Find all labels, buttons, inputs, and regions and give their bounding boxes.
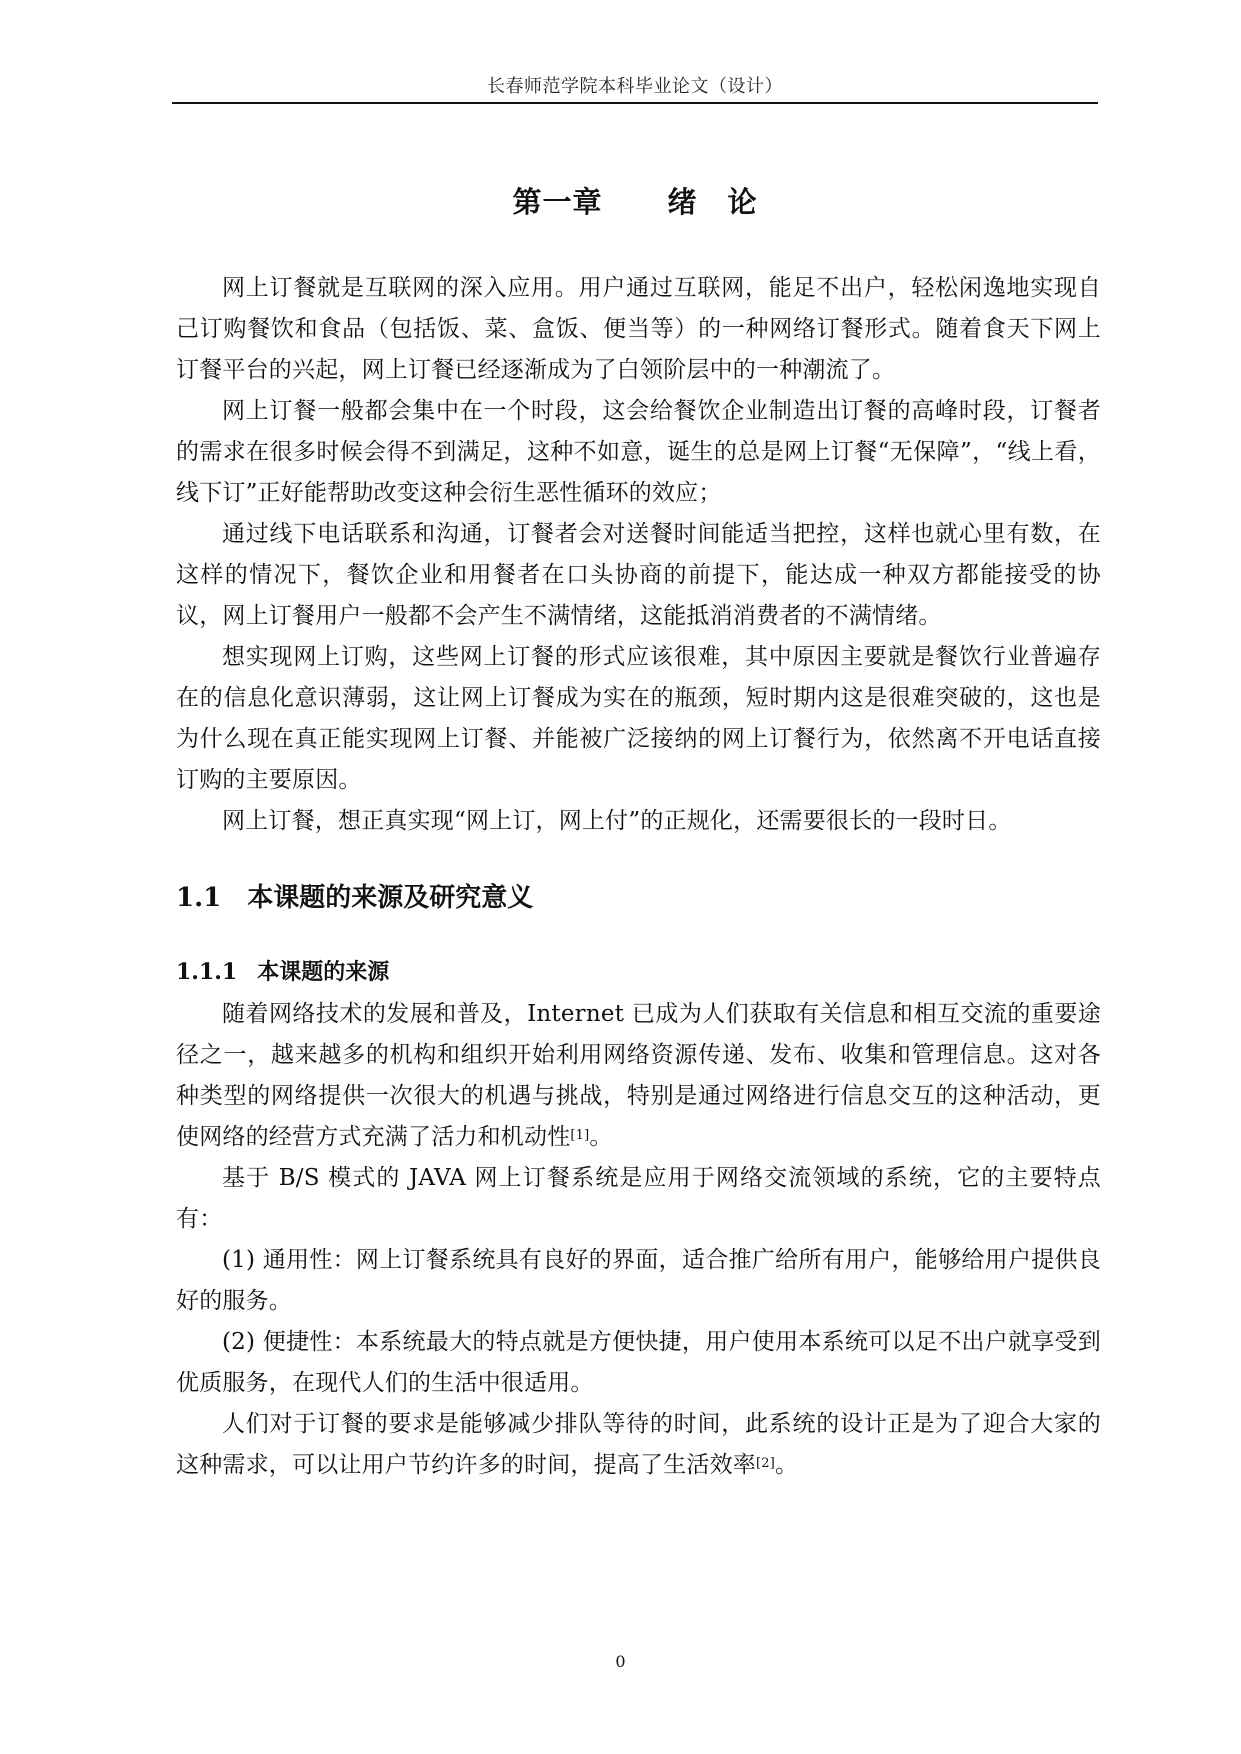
feature-item-1: (1) 通用性：网上订餐系统具有良好的界面，适合推广给所有用户，能够给用户提供良好的服务。 (176, 1247, 1101, 1314)
feature-item-2: (2) 便捷性：本系统最大的特点就是方便快捷，用户使用本系统可以足不出户就享受到优质服务，在现代人们的生活中很适用。 (176, 1329, 1101, 1396)
header-rule (172, 102, 1098, 104)
subsection-heading (176, 952, 1101, 992)
intro-paragraph-3: 通过线下电话联系和沟通，订餐者会对送餐时间能适当把控，这样也就心里有数，在这样的情况下，餐饮企业和用餐者在口头协商的前提下，能达成一种双方都能接受的协议，网上订餐用户一般都不会产生不满情绪，这能抵消消费者的不满情绪。 (176, 521, 1101, 629)
citation-2: [2] (756, 1456, 776, 1471)
chapter-title: 第一章 绪 论 (512, 185, 758, 219)
citation-1: [1] (570, 1128, 590, 1143)
source-paragraph-2: 基于 B/S 模式的 JAVA 网上订餐系统是应用于网络交流领域的系统，它的主要特点有： (176, 1165, 1101, 1232)
source-paragraph-5 (176, 1404, 1101, 1486)
subsection-title: 本课题的来源 (257, 959, 390, 985)
running-header: 长春师范学院本科毕业论文（设计） (487, 76, 783, 97)
source-paragraph-5-text: 人们对于订餐的要求是能够减少排队等待的时间，此系统的设计正是为了迎合大家的这种需求，可以让用户节约许多的时间，提高了生活效率 (176, 1411, 1101, 1478)
section-title: 本课题的来源及研究意义 (247, 883, 534, 913)
intro-paragraph-2: 网上订餐一般都会集中在一个时段，这会给餐饮企业制造出订餐的高峰时段，订餐者的需求在很多时候会得不到满足，这种不如意，诞生的总是网上订餐“无保障”，“线上看，线下订”正好能帮助改变这种会衍生恶性循环的效应； (176, 398, 1101, 506)
intro-paragraph-5: 网上订餐，想正真实现“网上订，网上付”的正规化，还需要很长的一段时日。 (222, 808, 1012, 834)
source-paragraph-1-end: 。 (589, 1124, 613, 1150)
source-paragraph-1-text: 随着网络技术的发展和普及，Internet 已成为人们获取有关信息和相互交流的重要途径之一，越来越多的机构和组织开始利用网络资源传递、发布、收集和管理信息。这对各种类型的网络提供一次很大的机遇与挑战，特别是通过网络进行信息交互的这种活动，更使网络的经营方式充满了活力和机动性 (176, 1001, 1101, 1150)
source-paragraph-5-end: 。 (775, 1452, 799, 1478)
page-number: 0 (615, 1652, 626, 1671)
section-number: 1.1 (176, 883, 222, 913)
intro-paragraph-1: 网上订餐就是互联网的深入应用。用户通过互联网，能足不出户，轻松闲逸地实现自己订购餐饮和食品（包括饭、菜、盒饭、便当等）的一种网络订餐形式。随着食天下网上订餐平台的兴起，网上订餐已经逐渐成为了白领阶层中的一种潮流了。 (176, 275, 1101, 383)
intro-paragraph-4: 想实现网上订购，这些网上订餐的形式应该很难，其中原因主要就是餐饮行业普遍存在的信息化意识薄弱，这让网上订餐成为实在的瓶颈，短时期内这是很难突破的，这也是为什么现在真正能实现网上订餐、并能被广泛接纳的网上订餐行为，依然离不开电话直接订购的主要原因。 (176, 644, 1101, 793)
subsection-number: 1.1.1 (176, 959, 238, 985)
body-text (176, 268, 1101, 1486)
source-paragraph-1 (176, 994, 1101, 1158)
section-heading (176, 878, 1101, 918)
